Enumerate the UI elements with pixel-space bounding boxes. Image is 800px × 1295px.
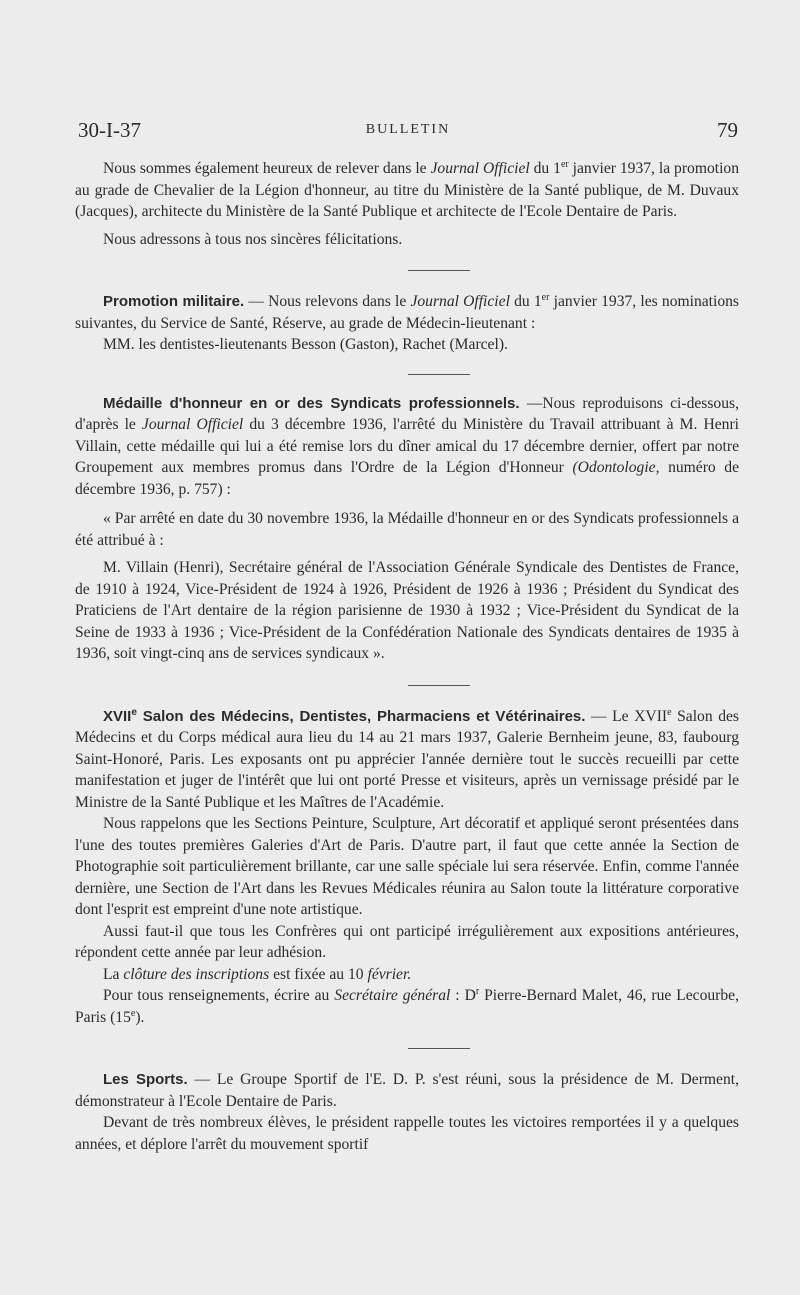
salon-adhesion: Aussi faut-il que tous les Confrères qui ont participé irrégulièrement aux expositions antérieures, répondent cette année par leur adhésion. (75, 922, 739, 961)
medaille-arrete: « Par arrêté en date du 30 novembre 1936, la Médaille d'honneur en or des Syndicats professionnels a été attribué à : (75, 510, 739, 549)
intro-congratulations: Nous adressons à tous nos sincères félicitations. (103, 230, 403, 248)
section-divider (408, 270, 470, 271)
page-number: 79 (717, 118, 738, 142)
medaille-heading: Médaille d'honneur en or des Syndicats professionnels. (103, 394, 520, 412)
medaille-villain: M. Villain (Henri), Secrétaire général de l'Association Générale Syndicale des Dentistes de France, de 1910 à 1924, Vice-Président de 1924 à 1926, Président de 1926 à 1936 ; Président du Syndicat des Praticiens de l'Art dentaire de la région parisienne de 1930 à 1932 ; Vice-Président du Syndicat de la Seine de 1933 à 1936 ; Vice-Président de la Confédération Nationale des Syndicats dentaires de 1935 à 1936, soit vingt-cinq ans de services syndicaux ». (75, 559, 739, 662)
sports-victoires: Devant de très nombreux élèves, le président rappelle toutes les victoires remportées il y a quelques années, et déplore l'arrêt du mouvement sportif (75, 1114, 739, 1153)
header-title: BULLETIN (365, 122, 451, 137)
medaille-paragraph: Médaille d'honneur en or des Syndicats professionnels. —Nous reproduisons ci-dessous, d'après le Journal Officiel du 3 décembre 1936, l'arrêté du Ministère du Travail attribuant à M. Henri Villain, cette médaille qui lui a été remise lors du dîner amical du 17 décembre dernier, offert par notre Groupement aux membres promus dans l'Ordre de la Légion d'Honneur (Odontologie, numéro de décembre 1936, p. 757) : (75, 394, 739, 498)
salon-cloture: La clôture des inscriptions est fixée au 10 février. (103, 965, 412, 983)
section-divider (408, 1048, 470, 1049)
header-date: 30-I-37 (78, 118, 141, 142)
promotion-paragraph: Promotion militaire. — Nous relevons dans le Journal Officiel du 1er janvier 1937, les nominations suivantes, du Service de Santé, Réserve, au grade de Médecin-lieutenant : (75, 291, 739, 332)
article-body (75, 158, 739, 1155)
salon-contact: Pour tous renseignements, écrire au Secrétaire général : $D^r$ Pierre-Bernard Malet, 46, rue Lecourbe, Paris (15e). (75, 985, 739, 1026)
running-header (78, 118, 738, 146)
sports-paragraph: Les Sports. — Le Groupe Sportif de l'E. D. P. s'est réuni, sous la présidence de M. Derment, démonstrateur à l'Ecole Dentaire de Paris. (75, 1071, 740, 1110)
sports-heading: Les Sports. (103, 1071, 188, 1088)
section-divider (408, 685, 470, 686)
section-divider (408, 374, 470, 375)
intro-paragraph: Nous sommes également heureux de relever dans le Journal Officiel du 1er janvier 1937, la promotion au grade de Chevalier de la Légion d'honneur, au titre du Ministère de la Santé publique, de M. Duvaux (Jacques), architecte du Ministère de la Santé Publique et architecte de l'Ecole Dentaire de Paris. (75, 158, 740, 220)
promotion-names: MM. les dentistes-lieutenants Besson (Gaston), Rachet (Marcel). (103, 336, 508, 353)
salon-sections: Nous rappelons que les Sections Peinture, Sculpture, Art décoratif et appliqué seront présentées dans l'une des toutes premières Galeries d'Art de Paris. D'autre part, il faut que cette année la Section de Photographie soit particulièrement brillante, car une salle spéciale lui sera réservée. Enfin, comme l'année dernière, une Section de l'Art dans les Revues Médicales réunira au Salon toute la littérature corporative dont l'esprit est empreint d'une note artistique. (75, 815, 739, 918)
salon-heading: XVIIe Salon des Médecins, Dentistes, Pharmaciens et Vétérinaires. (103, 706, 586, 725)
promotion-heading: Promotion militaire. (103, 293, 245, 310)
salon-paragraph: XVIIe Salon des Médecins, Dentistes, Pharmaciens et Vétérinaires. — Le XVIIe Salon des Médecins et du Corps médical aura lieu du 14 au 21 mars 1937, Galerie Bernheim jeune, 83, faubourg Saint-Honoré, Paris. Les exposants ont pu apprécier l'année dernière tout le succès recueilli par cette manifestation et juger de l'intérêt que lui ont porté Presse et visiteurs, après un vernissage présidé par le Ministre de la Santé Publique et les Maîtres de l'Académie. (75, 706, 739, 811)
